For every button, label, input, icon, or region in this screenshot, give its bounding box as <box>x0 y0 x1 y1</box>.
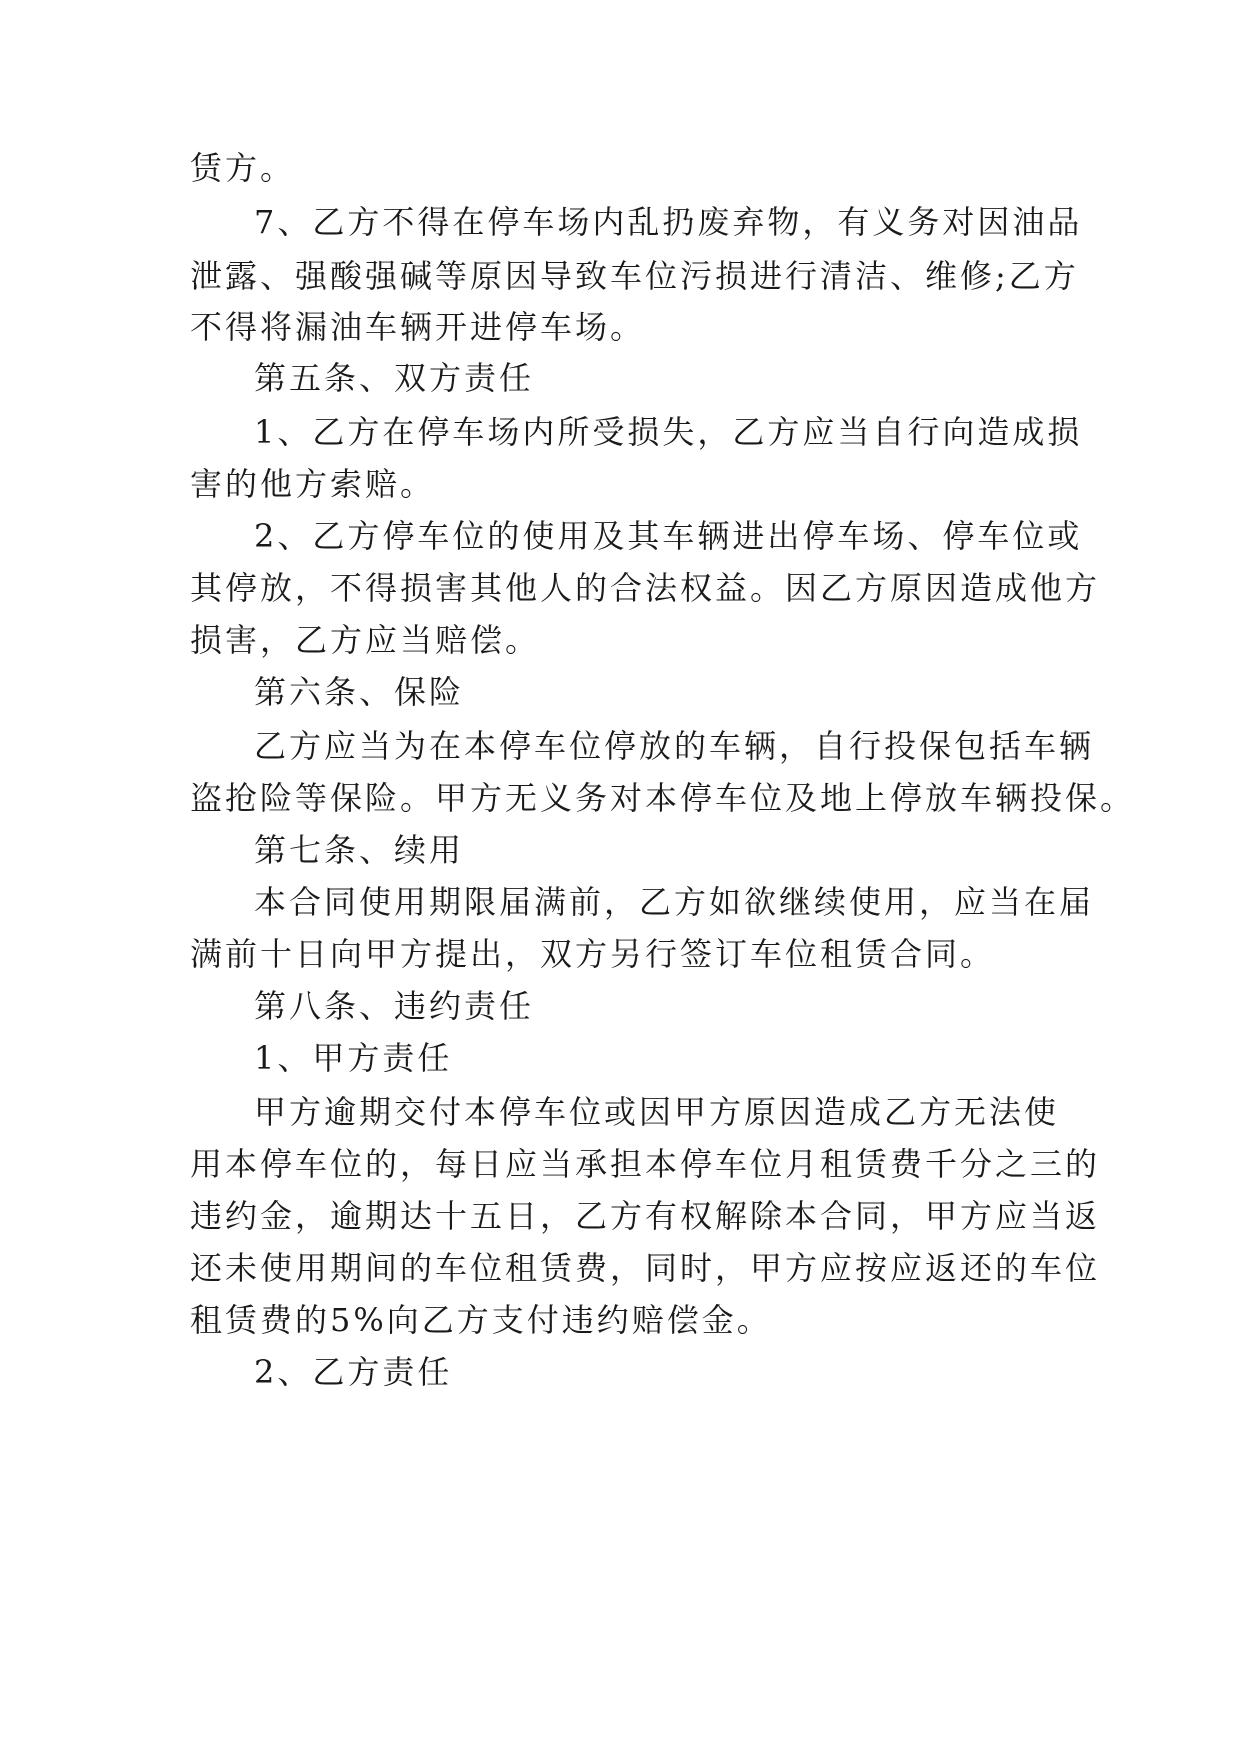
paragraph-line: 乙方应当为在本停车位停放的车辆，自行投保包括车辆 <box>254 727 1095 765</box>
subsection-heading: 2、乙方责任 <box>254 1353 453 1391</box>
paragraph-line: 害的他方索赔。 <box>190 465 436 503</box>
paragraph-line: 租赁费的5%向乙方支付违约赔偿金。 <box>190 1301 772 1339</box>
paragraph-line: 赁方。 <box>190 149 296 187</box>
paragraph-line: 1、乙方在停车场内所受损失，乙方应当自行向造成损 <box>254 413 1083 451</box>
paragraph-line: 7、乙方不得在停车场内乱扔废弃物，有义务对因油品 <box>254 203 1083 241</box>
paragraph-line: 不得将漏油车辆开进停车场。 <box>190 308 646 346</box>
paragraph-line: 违约金，逾期达十五日，乙方有权解除本合同，甲方应当返 <box>190 1197 1101 1235</box>
paragraph-line: 2、乙方停车位的使用及其车辆进出停车场、停车位或 <box>254 517 1083 555</box>
paragraph-line: 其停放，不得损害其他人的合法权益。因乙方原因造成他方 <box>190 569 1101 607</box>
paragraph-line: 泄露、强酸强碱等原因导致车位污损进行清洁、维修;乙方 <box>190 257 1079 295</box>
section-heading: 第六条、保险 <box>254 673 465 711</box>
paragraph-line: 损害，乙方应当赔偿。 <box>190 621 541 659</box>
paragraph-line: 盗抢险等保险。甲方无义务对本停车位及地上停放车辆投保。 <box>190 779 1136 817</box>
section-heading: 第八条、违约责任 <box>254 987 535 1025</box>
subsection-heading: 1、甲方责任 <box>254 1039 453 1077</box>
paragraph-line: 本合同使用期限届满前，乙方如欲继续使用，应当在届 <box>254 883 1095 921</box>
paragraph-line: 用本停车位的，每日应当承担本停车位月租赁费千分之三的 <box>190 1145 1101 1183</box>
section-heading: 第七条、续用 <box>254 831 465 869</box>
paragraph-line: 满前十日向甲方提出，双方另行签订车位租赁合同。 <box>190 935 996 973</box>
paragraph-line: 甲方逾期交付本停车位或因甲方原因造成乙方无法使 <box>254 1093 1060 1131</box>
paragraph-line: 还未使用期间的车位租赁费，同时，甲方应按应返还的车位 <box>190 1249 1101 1287</box>
section-heading: 第五条、双方责任 <box>254 359 535 397</box>
